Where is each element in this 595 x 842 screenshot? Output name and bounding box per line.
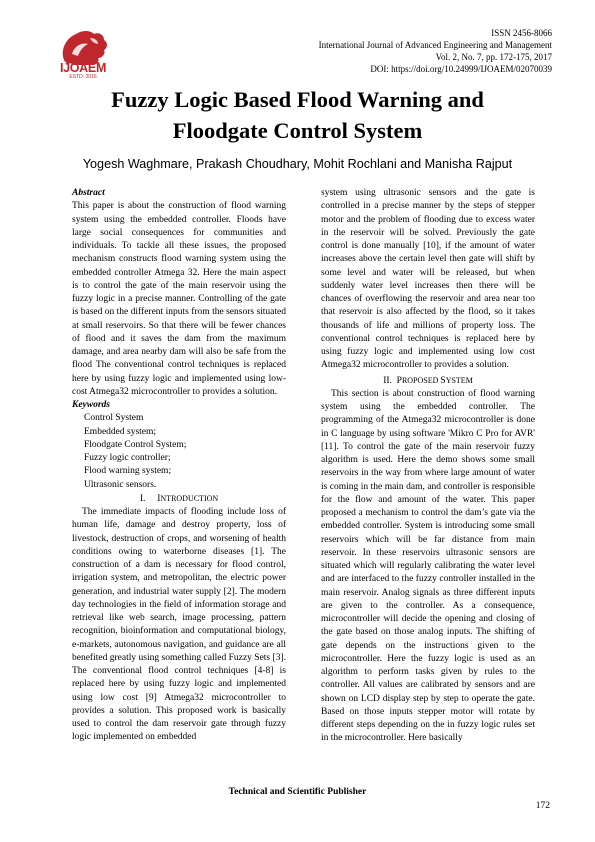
section-initial: S [440, 375, 446, 386]
page-number: 172 [535, 801, 550, 811]
abstract-label: Abstract [72, 188, 105, 198]
title-line-1: Fuzzy Logic Based Flood Warning and [111, 87, 484, 112]
intro-continuation-text: system using ultrasonic sensors and the gate is controlled in a precise manner by the steps of stepper motor and the problem of flooding due to excess water in the reservoir will be solved. Previously the gate control is done manually [10], if the amount of water increases above the certain level then gate will shift by some level and water will be released, but when suddenly water level increases then there will be chances of overflowing the reservoir and area near too that reservoir is also affected by the flood, so it takes thousands of life and millions of property loss. The conventional control techniques is replaced here by using fuzzy logic and implemented using low cost Atmega32 microcontroller to provides a solution. [321, 188, 535, 371]
keyword-item: Ultrasonic sensors. [84, 479, 157, 490]
section-heading-introduction [72, 492, 286, 506]
logo-estd: ESTD: 2016 [69, 74, 97, 80]
introduction-text: The immediate impacts of flooding include loss of human life, damage and destroy property, loss of livestock, destruction of crops, and worsening of health conditions owing to waterborne diseases [1]. The construction of a dam is necessary for flood control, irrigation system, and metropolitan, the electric power generation, and industrial water supply [2]. The modern day technologies in the field of information storage and retrieval like web search, image processing, pattern recognition, bioinformation and computational biology, e-markets, autonomous navigation, and guidance are all benefited greatly using something called Fuzzy Sets [3]. The conventional flood control techniques [4-8] is replaced here by using fuzzy logic and implemented using low cost [9] Atmega32 microcontroller to provides a solution. This proposed work is basically used to control the dam reservoir gate through fuzzy logic implemented on embedded [72, 507, 286, 743]
section-rest: ROPOSED [401, 375, 441, 385]
keyword-item: Fuzzy logic controller; [84, 453, 171, 463]
proposed-system-text: This section is about construction of flood warning system using the embedded controller. The programming of the Atmega32 microcontroller is done in C language by using software 'Mikro C Pro for AVR' [11]. To control the gate of the main reservoir fuzzy algorithm is used. Here the demo shows some small reservoirs in the way from where large amount of water is coming in the main dam, and controller is responsible for the flow and amount of the water. This paper proposed a mechanism to control the dam’s gate via the embedded controller. System is introducing some small reservoirs which will be far distance from main reservoir. In these reservoirs ultrasonic sensors are situated which will regularly calibrating the water level and are interfaced to the fuzzy controller installed in the main reservoir. Analog signals as three different inputs are given to the controller. As a consequence, microcontroller will decide the opening and closing of the gate based on those analog inputs. The shifting of gate depends on the instructions given to the microcontroller. Here the fuzzy logic is used as an algorithm to perform tasks given by rules to the controller. All values are calibrated by sensors and are shown on LCD display step by step to operate the gate. Based on those inputs stepper motor will rotate by different steps depending on the in fuzzy logic rules set in the microcontroller. Here basically [321, 388, 535, 744]
section-heading-proposed-system [321, 374, 535, 388]
publisher-footer: Technical and Scientific Publisher [228, 787, 367, 797]
section-numeral: II. [383, 375, 392, 386]
keyword-item: Embedded system; [84, 426, 157, 437]
section-rest: YSTEM [445, 375, 473, 385]
paper-title [60, 84, 535, 146]
logo-text: IJOAEM [59, 61, 107, 75]
journal-name: International Journal of Advanced Engineering and Management [318, 40, 552, 50]
journal-logo [54, 24, 112, 80]
section-initial: P [396, 375, 402, 386]
keywords-label: Keywords [72, 400, 110, 410]
section-initial: I [157, 493, 161, 504]
volume-info: Vol. 2, No. 7, pp. 172-175, 2017 [435, 52, 552, 62]
keyword-item: Floodgate Control System; [84, 439, 187, 450]
authors: Yogesh Waghmare, Prakash Choudhary, Mohit Rochlani and Manisha Rajput [82, 157, 513, 171]
left-column [72, 187, 286, 745]
section-numeral: I. [139, 493, 146, 504]
keyword-item: Flood warning system; [84, 466, 172, 477]
right-column [321, 187, 535, 746]
abstract-text: This paper is about the construction of flood warning system using the embedded controller. Floods have large social consequences for communities and individuals. To tackle all these issues, the proposed mechanism constructs flood warning system using the embedded controller Atmega 32. Here the main aspect is to control the gate of the main reservoir using the fuzzy logic in a precise manner. Controlling of the gate is based on the different inputs from the sensors situated at small reservoirs. So that there will be fewer chances of flood and it saves the dam from the maximum damage, and area nearby dam will also be safe from the flood The conventional control techniques is replaced here by using fuzzy logic and implemented using low-cost Atmega32 microcontroller to provides a solution. [72, 201, 286, 397]
keyword-item: Control System [84, 413, 144, 424]
section-rest: NTRODUCTION [160, 493, 219, 503]
doi[interactable]: DOI: https://doi.org/10.24999/IJOAEM/02070039 [370, 64, 552, 74]
issn: ISSN 2456-8066 [491, 28, 552, 38]
title-line-2: Floodgate Control System [172, 118, 423, 143]
